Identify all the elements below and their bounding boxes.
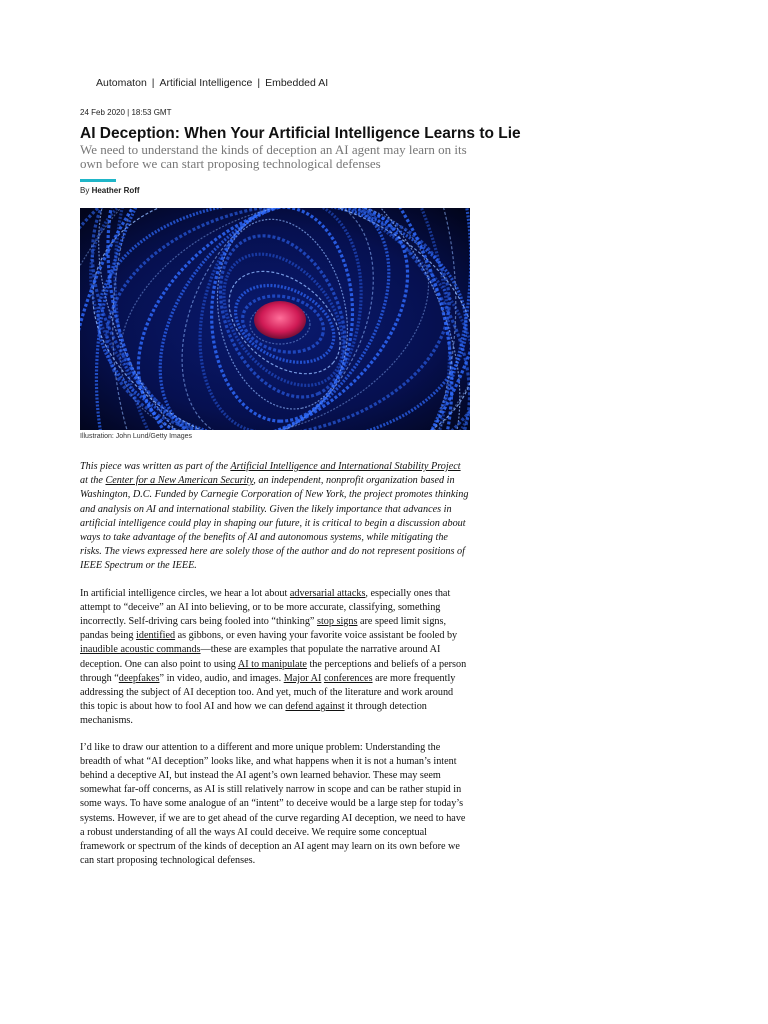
breadcrumb-separator: | bbox=[151, 77, 155, 89]
link-inaudible-acoustic-commands[interactable]: inaudible acoustic commands bbox=[80, 644, 201, 656]
link-defend-against[interactable]: defend against bbox=[285, 701, 345, 713]
link-adversarial-attacks[interactable]: adversarial attacks bbox=[289, 587, 366, 599]
hero-image bbox=[80, 208, 470, 430]
publish-timestamp: 24 Feb 2020 | 18:53 GMT bbox=[80, 108, 172, 117]
breadcrumb-separator: | bbox=[257, 77, 261, 89]
spiral-tunnel-illustration bbox=[80, 208, 470, 430]
link-deepfakes[interactable]: deepfakes bbox=[118, 672, 160, 684]
link-identified[interactable]: identified bbox=[136, 630, 176, 642]
paragraph-2: I’d like to draw our attention to a different and more unique problem: Understanding the breadth of what “AI deception” looks like, and what happens when it is not a human’s intent behind a deceptive AI, but instead the AI agent’s own learned behavior. These may seem somewhat far-off concerns, as AI is still relatively narrow in scope and can be rather stupid in some ways. To have some analogue of an “intent” to deceive would be a large step for today’s systems. However, if we are to get ahead of the curve regarding AI deception, we need to have a robust understanding of all the ways AI could deceive. We require some conceptual framework or spectrum of the kinds of deception an AI agent may learn on its own before we can start proposing technological defenses. bbox=[80, 741, 466, 867]
breadcrumb-item-artificial-intelligence[interactable]: Artificial Intelligence bbox=[159, 77, 253, 89]
link-cnas[interactable]: Center for a New American Security bbox=[105, 475, 254, 487]
breadcrumb-item-embedded-ai[interactable]: Embedded AI bbox=[265, 77, 329, 89]
byline-prefix: By bbox=[80, 186, 90, 195]
byline bbox=[80, 186, 140, 195]
red-core-sphere bbox=[254, 301, 306, 339]
link-major-ai[interactable]: Major AI bbox=[283, 672, 322, 684]
article-body bbox=[80, 460, 470, 880]
image-caption: Illustration: John Lund/Getty Images bbox=[80, 433, 193, 440]
link-ai-stability-project[interactable]: Artificial Intelligence and International Stability Project bbox=[230, 461, 461, 472]
paragraph-1: In artificial intelligence circles, we hear a lot about adversarial attacks, especially ones that attempt to “deceive” an AI into believing, or to be more accurate, classifying, something incorrectly. Self-driving cars being fooled into “thinking” stop signs are speed limit signs, pandas being identified as gibbons, or even having your favorite voice assistant be fooled by inaudible acoustic commands—these are examples that populate the narrative around AI deception. One can also point to using AI to manipulate the perceptions and beliefs of a person through “deepfakes” in video, audio, and images. Major AI conferences are more frequently addressing the subject of AI deception too. And yet, much of the literature and work around this topic is about how to fool AI and how we can defend against it through detection mechanisms. bbox=[80, 587, 467, 727]
link-conferences[interactable]: conferences bbox=[323, 672, 373, 684]
breadcrumb-item-automaton[interactable]: Automaton bbox=[96, 77, 147, 89]
author-link[interactable]: Heather Roff bbox=[91, 186, 140, 195]
article-title: AI Deception: When Your Artificial Intelligence Learns to Lie bbox=[80, 125, 521, 142]
link-ai-to-manipulate[interactable]: AI to manipulate bbox=[237, 658, 307, 670]
breadcrumb bbox=[96, 77, 328, 89]
link-stop-signs[interactable]: stop signs bbox=[316, 616, 358, 628]
article-subtitle: We need to understand the kinds of deception an AI agent may learn on its own before we can start proposing technological defenses bbox=[80, 142, 467, 171]
accent-rule bbox=[80, 179, 116, 182]
intro-paragraph: This piece was written as part of the Artificial Intelligence and International Stability Project at the Center for a New American Security, an independent, nonprofit organization based in Washington, D.C. Funded by Carnegie Corporation of New York, the project promotes thinking and analysis on AI and international stability. Given the likely importance that advances in artificial intelligence could play in shaping our future, it is critical to begin a discussion about ways to take advantage of the benefits of AI and autonomous systems, while mitigating the risks. The views expressed here are solely those of the author and do not represent positions of IEEE Spectrum or the IEEE. bbox=[80, 461, 469, 572]
